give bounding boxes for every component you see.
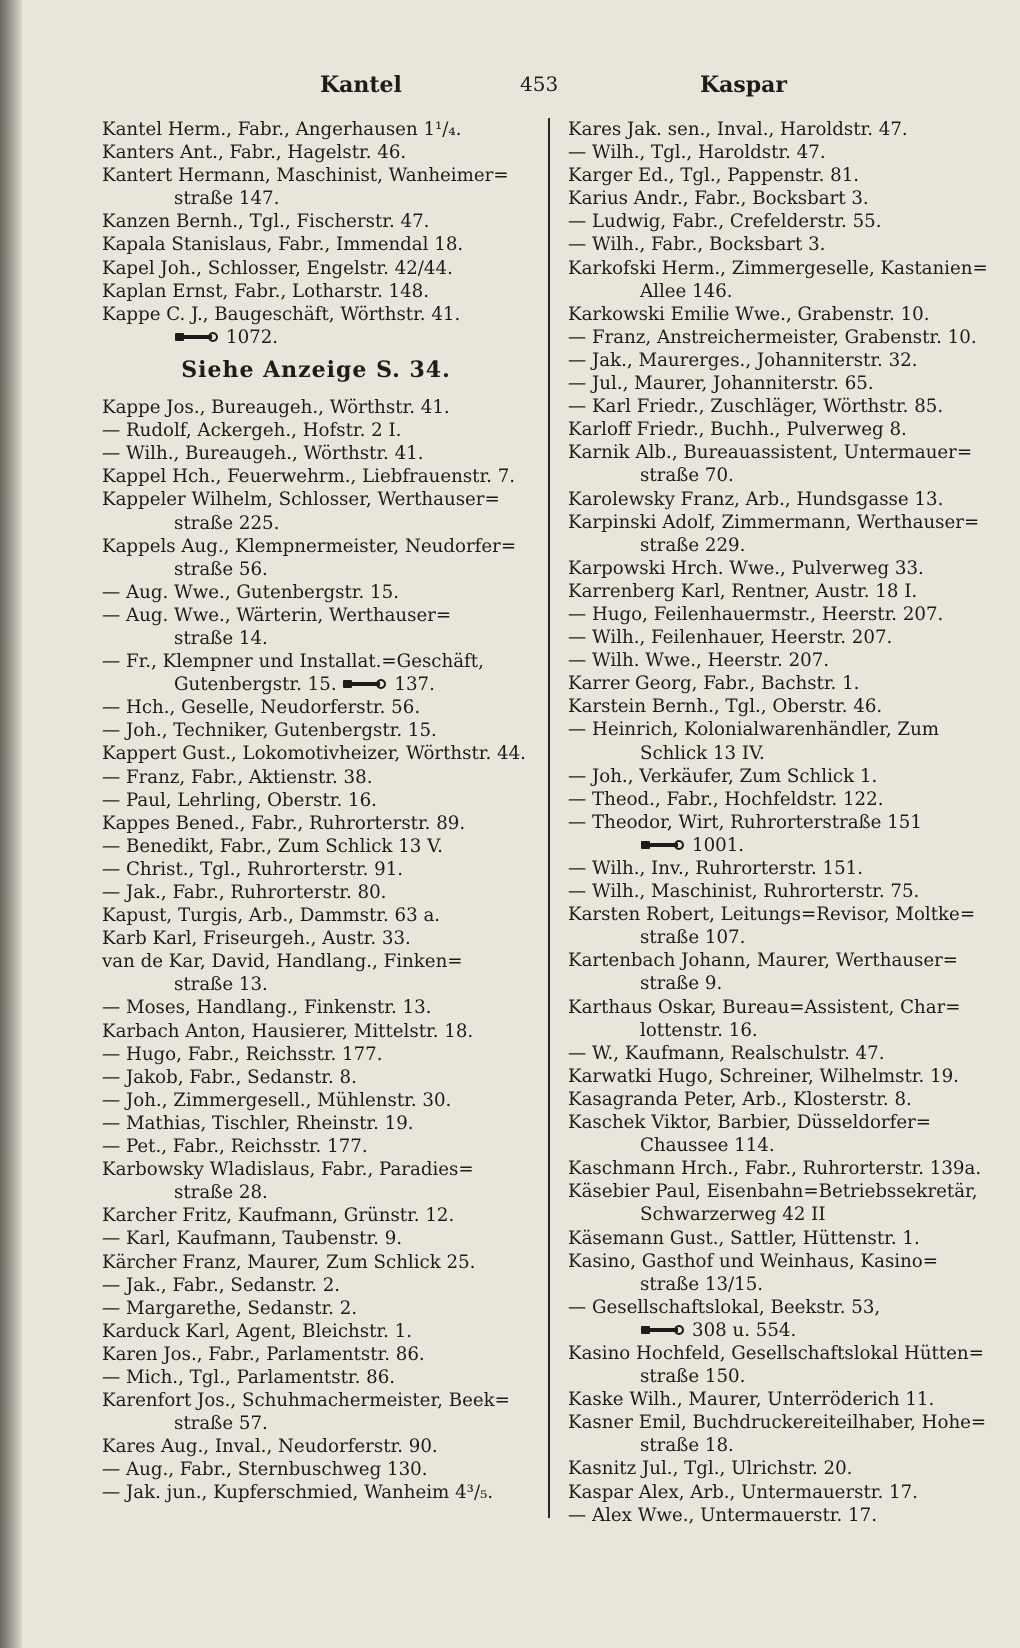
directory-entry (568, 857, 1004, 880)
directory-entry (102, 141, 530, 164)
continuation-text: straße 107. (640, 927, 746, 949)
entry-continuation (568, 834, 1004, 857)
page-binding-edge (0, 0, 22, 1648)
entry-text: — Wilh., Fabr., Bocksbart 3. (568, 234, 826, 256)
directory-entry (568, 557, 1004, 580)
entry-continuation (568, 1434, 1004, 1457)
entry-text: — Heinrich, Kolonialwarenhändler, Zum (568, 719, 940, 741)
directory-entry (568, 326, 1004, 349)
entry-text: Kaplan Ernst, Fabr., Lotharstr. 148. (102, 280, 430, 302)
directory-entry (568, 603, 1004, 626)
directory-entry (102, 719, 530, 742)
phone-number: 308 u. 554. (692, 1319, 797, 1341)
directory-entry (102, 1458, 530, 1481)
directory-entry (102, 164, 530, 210)
entry-continuation (102, 1412, 530, 1435)
entry-text: — Aug., Fabr., Sternbuschweg 130. (102, 1459, 428, 1481)
entry-text: — Jak. jun., Kupferschmied, Wanheim 4³/₅. (102, 1482, 494, 1504)
right-column (568, 118, 1004, 1527)
phone-number: 1072. (226, 326, 279, 348)
directory-entry (102, 1227, 530, 1250)
directory-entry (102, 766, 530, 789)
entry-text: Kasino, Gasthof und Weinhaus, Kasino= (568, 1250, 939, 1272)
entry-text: Kärcher Franz, Maurer, Zum Schlick 25. (102, 1251, 476, 1273)
directory-entry (568, 141, 1004, 164)
directory-entry (568, 1065, 1004, 1088)
entry-continuation (568, 1365, 1004, 1388)
entry-text: Karduck Karl, Agent, Bleichstr. 1. (102, 1320, 413, 1342)
entry-text: Karenfort Jos., Schuhmachermeister, Beek= (102, 1390, 510, 1412)
entry-text: — Theod., Fabr., Hochfeldstr. 122. (568, 788, 884, 810)
directory-entry (568, 949, 1004, 995)
entry-text: — Ludwig, Fabr., Crefelderstr. 55. (568, 211, 882, 233)
entry-text: Karrenberg Karl, Rentner, Austr. 18 I. (568, 580, 918, 602)
entry-text: — Karl, Kaufmann, Taubenstr. 9. (102, 1228, 403, 1250)
directory-entry (568, 903, 1004, 949)
directory-entry (568, 1504, 1004, 1527)
entry-text: — Jak., Fabr., Ruhrorterstr. 80. (102, 882, 387, 903)
entry-text: Karkowski Emilie Wwe., Grabenstr. 10. (568, 303, 930, 325)
continuation-text: straße 225. (174, 512, 280, 534)
entry-text: Kasner Emil, Buchdruckereiteilhaber, Hohe= (568, 1412, 987, 1434)
entry-text: Kaschek Viktor, Barbier, Düsseldorfer= (568, 1112, 932, 1134)
entry-text: — W., Kaufmann, Realschulstr. 47. (568, 1042, 885, 1064)
entry-continuation (568, 464, 1004, 487)
entry-continuation (568, 972, 1004, 995)
entry-text: — Aug. Wwe., Gutenbergstr. 15. (102, 581, 399, 603)
directory-entry (102, 858, 530, 881)
continuation-text: straße 70. (640, 465, 734, 487)
telephone-icon (640, 1323, 684, 1337)
entry-text: — Gesellschaftslokal, Beekstr. 53, (568, 1296, 881, 1318)
directory-entry (568, 695, 1004, 718)
entry-text: — Franz, Anstreichermeister, Grabenstr. 10. (568, 326, 977, 348)
entry-continuation (568, 1134, 1004, 1157)
continuation-text: straße 229. (640, 534, 746, 556)
entry-text: Käsemann Gust., Sattler, Hüttenstr. 1. (568, 1227, 920, 1249)
continuation-text: straße 150. (640, 1366, 746, 1388)
entry-text: — Jak., Maurerges., Johanniterstr. 32. (568, 349, 918, 371)
directory-entry (568, 1111, 1004, 1157)
directory-entry (102, 650, 530, 696)
directory-entry (102, 233, 530, 256)
directory-entry (568, 1157, 1004, 1180)
directory-entry (102, 303, 530, 349)
entry-text: Kappels Aug., Klempnermeister, Neudorfer= (102, 535, 517, 557)
directory-entry (568, 418, 1004, 441)
entry-continuation (102, 326, 530, 349)
directory-entry (568, 1296, 1004, 1342)
directory-entry (568, 511, 1004, 557)
entry-text: — Wilh., Maschinist, Ruhrorterstr. 75. (568, 881, 920, 903)
directory-entry (568, 187, 1004, 210)
directory-entry (102, 442, 530, 465)
directory-entry (102, 1112, 530, 1135)
continuation-text: straße 147. (174, 188, 280, 210)
directory-entry (568, 996, 1004, 1042)
entry-text: — Wilh., Tgl., Haroldstr. 47. (568, 142, 826, 164)
entry-text: — Hugo, Feilenhauermstr., Heerstr. 207. (568, 603, 944, 625)
directory-entry (102, 1274, 530, 1297)
directory-entry (102, 257, 530, 280)
directory-entry (102, 1435, 530, 1458)
entry-text: — Pet., Fabr., Reichsstr. 177. (102, 1136, 368, 1158)
continuation-text: Allee 146. (640, 280, 733, 302)
entry-text: Karpinski Adolf, Zimmermann, Werthauser= (568, 511, 980, 533)
entry-text: — Wilh., Bureaugeh., Wörthstr. 41. (102, 443, 424, 465)
entry-text: — Paul, Lehrling, Oberstr. 16. (102, 789, 377, 811)
directory-entry (102, 742, 530, 765)
entry-text: — Alex Wwe., Untermauerstr. 17. (568, 1504, 877, 1526)
running-head-right: Kaspar (700, 72, 787, 98)
entry-text: — Jakob, Fabr., Sedanstr. 8. (102, 1066, 357, 1088)
directory-entry (102, 210, 530, 233)
entry-text: Karwatki Hugo, Schreiner, Wilhelmstr. 19. (568, 1065, 959, 1087)
entry-continuation (102, 512, 530, 535)
directory-entry (102, 1089, 530, 1112)
entry-text: Karnik Alb., Bureauassistent, Untermauer= (568, 442, 973, 464)
directory-entry (568, 233, 1004, 256)
directory-entry (102, 835, 530, 858)
telephone-icon (174, 330, 218, 344)
page-number: 453 (520, 72, 559, 96)
continuation-text: Chaussee 114. (640, 1135, 775, 1157)
entry-text: — Rudolf, Ackergeh., Hofstr. 2 I. (102, 420, 402, 442)
directory-entry (102, 1066, 530, 1089)
entry-text: — Margarethe, Sedanstr. 2. (102, 1297, 358, 1319)
entry-text: Karius Andr., Fabr., Bocksbart 3. (568, 188, 869, 210)
directory-entry (102, 1320, 530, 1343)
entry-text: — Franz, Fabr., Aktienstr. 38. (102, 766, 373, 788)
directory-entry (102, 118, 530, 141)
entry-text: Kanters Ant., Fabr., Hagelstr. 46. (102, 142, 407, 164)
entry-text: Kasino Hochfeld, Gesellschaftslokal Hütten= (568, 1342, 984, 1364)
entry-text: Karstein Bernh., Tgl., Oberstr. 46. (568, 696, 883, 718)
entry-text: — Joh., Verkäufer, Zum Schlick 1. (568, 765, 878, 787)
directory-entry (102, 789, 530, 812)
directory-entry (102, 280, 530, 303)
entry-text: Kantert Hermann, Maschinist, Wanheimer= (102, 165, 509, 187)
entry-text: Karsten Robert, Leitungs=Revisor, Moltke= (568, 904, 976, 926)
entry-text: Kasagranda Peter, Arb., Klosterstr. 8. (568, 1088, 912, 1110)
entry-text: Kapala Stanislaus, Fabr., Immendal 18. (102, 234, 464, 256)
directory-entry (102, 1158, 530, 1204)
entry-text: Karpowski Hrch. Wwe., Pulverweg 33. (568, 557, 924, 579)
directory-entry (102, 465, 530, 488)
entry-text: Karbowsky Wladislaus, Fabr., Paradies= (102, 1159, 474, 1181)
directory-entry (568, 372, 1004, 395)
directory-entry (568, 1342, 1004, 1388)
directory-entry (102, 904, 530, 927)
entry-text: — Mathias, Tischler, Rheinstr. 19. (102, 1112, 414, 1134)
entry-text: Kantel Herm., Fabr., Angerhausen 1¹/₄. (102, 119, 462, 140)
entry-text: Kanzen Bernh., Tgl., Fischerstr. 47. (102, 211, 430, 233)
continuation-text: Schlick 13 IV. (640, 742, 765, 764)
telephone-icon (640, 838, 684, 852)
entry-text: Kappe Jos., Bureaugeh., Wörthstr. 41. (102, 397, 450, 419)
page-header (100, 66, 970, 106)
entry-text: — Karl Friedr., Zuschläger, Wörthstr. 85. (568, 396, 944, 418)
directory-entry (568, 349, 1004, 372)
entry-text: — Jak., Fabr., Sedanstr. 2. (102, 1274, 341, 1296)
entry-continuation (568, 742, 1004, 765)
entry-text: Karolewsky Franz, Arb., Hundsgasse 13. (568, 488, 944, 510)
entry-text: — Joh., Zimmergesell., Mühlenstr. 30. (102, 1089, 452, 1111)
directory-entry (102, 881, 530, 904)
entry-text: Kappert Gust., Lokomotivheizer, Wörthstr. 44. (102, 743, 526, 765)
entry-text: — Theodor, Wirt, Ruhrorterstraße 151 (568, 811, 922, 833)
entry-text: Käsebier Paul, Eisenbahn=Betriebssekretär, (568, 1181, 978, 1203)
directory-entry (102, 581, 530, 604)
entry-text: — Moses, Handlang., Finkenstr. 13. (102, 997, 432, 1019)
directory-entry (568, 1227, 1004, 1250)
entry-text: Kasnitz Jul., Tgl., Ulrichstr. 20. (568, 1458, 853, 1480)
entry-continuation (102, 187, 530, 210)
continuation-text: straße 56. (174, 558, 268, 580)
entry-text: Kartenbach Johann, Maurer, Werthauser= (568, 950, 959, 972)
directory-entry (102, 419, 530, 442)
directory-entry (568, 488, 1004, 511)
entry-text: — Jul., Maurer, Johanniterstr. 65. (568, 373, 874, 395)
directory-entry (568, 718, 1004, 764)
entry-text: Karb Karl, Friseurgeh., Austr. 33. (102, 928, 411, 950)
directory-entry (102, 950, 530, 996)
directory-entry (568, 395, 1004, 418)
directory-entry (102, 604, 530, 650)
directory-entry (568, 118, 1004, 141)
directory-entry (102, 1020, 530, 1043)
entry-text: — Fr., Klempner und Installat.=Geschäft, (102, 651, 484, 673)
directory-entry (568, 1088, 1004, 1111)
directory-entry (568, 164, 1004, 187)
directory-entry (568, 880, 1004, 903)
directory-entry (102, 488, 530, 534)
directory-entry (568, 649, 1004, 672)
entry-text: van de Kar, David, Handlang., Finken= (102, 951, 463, 973)
entry-text: Karkofski Herm., Zimmergeselle, Kastanien= (568, 257, 988, 279)
continuation-text: straße 18. (640, 1435, 734, 1457)
directory-entry (102, 1204, 530, 1227)
directory-entry (102, 696, 530, 719)
directory-entry (102, 396, 530, 419)
directory-entry (102, 1135, 530, 1158)
directory-entry (102, 1366, 530, 1389)
directory-entry (568, 626, 1004, 649)
directory-entry (568, 1388, 1004, 1411)
directory-entry (102, 1297, 530, 1320)
entry-text: — Wilh., Feilenhauer, Heerstr. 207. (568, 627, 893, 649)
directory-entry (568, 788, 1004, 811)
entry-text: Karthaus Oskar, Bureau=Assistent, Char= (568, 996, 961, 1018)
entry-text: Kappe C. J., Baugeschäft, Wörthstr. 41. (102, 303, 461, 325)
directory-entry (568, 1250, 1004, 1296)
entry-text: Kares Jak. sen., Inval., Haroldstr. 47. (568, 119, 908, 140)
entry-text: Karcher Fritz, Kaufmann, Grünstr. 12. (102, 1205, 455, 1227)
continuation-text: straße 57. (174, 1413, 268, 1435)
directory-entry (102, 1389, 530, 1435)
directory-entry (568, 257, 1004, 303)
running-head-left: Kantel (320, 72, 402, 98)
directory-entry (102, 996, 530, 1019)
entry-text: — Christ., Tgl., Ruhrorterstr. 91. (102, 858, 404, 880)
entry-text: Kaspar Alex, Arb., Untermauerstr. 17. (568, 1481, 918, 1503)
phone-number: 137. (394, 674, 435, 696)
continuation-text: straße 9. (640, 973, 723, 995)
entry-text: Karloff Friedr., Buchh., Pulverweg 8. (568, 419, 907, 441)
entry-text: Kaschmann Hrch., Fabr., Ruhrorterstr. 139a. (568, 1158, 982, 1180)
entry-text: Kappes Bened., Fabr., Ruhrorterstr. 89. (102, 812, 466, 834)
directory-entry (568, 210, 1004, 233)
directory-entry (568, 1457, 1004, 1480)
directory-entry (102, 927, 530, 950)
directory-entry (102, 1343, 530, 1366)
directory-entry (102, 1251, 530, 1274)
left-column (102, 118, 530, 1505)
entry-text: Karen Jos., Fabr., Parlamentstr. 86. (102, 1343, 425, 1365)
entry-text: Kaske Wilh., Maurer, Unterröderich 11. (568, 1389, 935, 1411)
directory-entry (102, 535, 530, 581)
entry-continuation (568, 1319, 1004, 1342)
directory-entry (568, 1481, 1004, 1504)
entry-continuation (568, 1019, 1004, 1042)
continuation-text: Schwarzerweg 42 II (640, 1204, 826, 1226)
directory-entry (568, 1042, 1004, 1065)
directory-entry (568, 1180, 1004, 1226)
directory-entry (568, 303, 1004, 326)
directory-entry (568, 765, 1004, 788)
entry-text: — Wilh., Inv., Ruhrorterstr. 151. (568, 858, 864, 879)
entry-text: Kappeler Wilhelm, Schlosser, Werthauser= (102, 489, 500, 511)
phone-number: 1001. (692, 834, 745, 856)
telephone-icon (342, 677, 386, 691)
continuation-text: straße 14. (174, 627, 268, 649)
continuation-text: lottenstr. 16. (640, 1019, 758, 1041)
entry-continuation (102, 558, 530, 581)
entry-text: — Benedikt, Fabr., Zum Schlick 13 V. (102, 835, 443, 857)
directory-entry (102, 812, 530, 835)
entry-text: Karrer Georg, Fabr., Bachstr. 1. (568, 673, 860, 695)
directory-entry (102, 1043, 530, 1066)
column-divider (548, 118, 550, 1518)
entry-continuation (102, 973, 530, 996)
entry-continuation (568, 1203, 1004, 1226)
entry-text: Kappel Hch., Feuerwehrm., Liebfrauenstr. 7. (102, 466, 516, 488)
entry-continuation (568, 926, 1004, 949)
continuation-text: straße 13/15. (640, 1273, 764, 1295)
entry-continuation (568, 280, 1004, 303)
entry-text: — Hugo, Fabr., Reichsstr. 177. (102, 1043, 383, 1065)
directory-entry (568, 672, 1004, 695)
continuation-text: straße 28. (174, 1182, 268, 1204)
entry-text: — Hch., Geselle, Neudorferstr. 56. (102, 697, 421, 719)
entry-text: Kapel Joh., Schlosser, Engelstr. 42/44. (102, 257, 453, 279)
advertisement-notice: Siehe Anzeige S. 34. (181, 356, 451, 383)
entry-text: — Joh., Techniker, Gutenbergstr. 15. (102, 720, 437, 742)
entry-text: — Wilh. Wwe., Heerstr. 207. (568, 650, 830, 672)
continuation-text: Gutenbergstr. 15. (174, 674, 337, 696)
entry-continuation (102, 1181, 530, 1204)
continuation-text: straße 13. (174, 974, 268, 996)
entry-text: — Aug. Wwe., Wärterin, Werthauser= (102, 604, 452, 626)
entry-text: Kapust, Turgis, Arb., Dammstr. 63 a. (102, 905, 441, 927)
entry-continuation (568, 1273, 1004, 1296)
entry-text: Karbach Anton, Hausierer, Mittelstr. 18. (102, 1020, 474, 1042)
entry-continuation (102, 627, 530, 650)
entry-continuation (568, 534, 1004, 557)
entry-text: — Mich., Tgl., Parlamentstr. 86. (102, 1366, 396, 1388)
directory-entry (568, 811, 1004, 857)
directory-entry (568, 441, 1004, 487)
directory-entry (568, 1411, 1004, 1457)
entry-text: Karger Ed., Tgl., Pappenstr. 81. (568, 165, 860, 187)
directory-entry (568, 580, 1004, 603)
entry-text: Kares Aug., Inval., Neudorferstr. 90. (102, 1436, 438, 1458)
entry-continuation (102, 673, 530, 696)
directory-entry (102, 1481, 530, 1504)
